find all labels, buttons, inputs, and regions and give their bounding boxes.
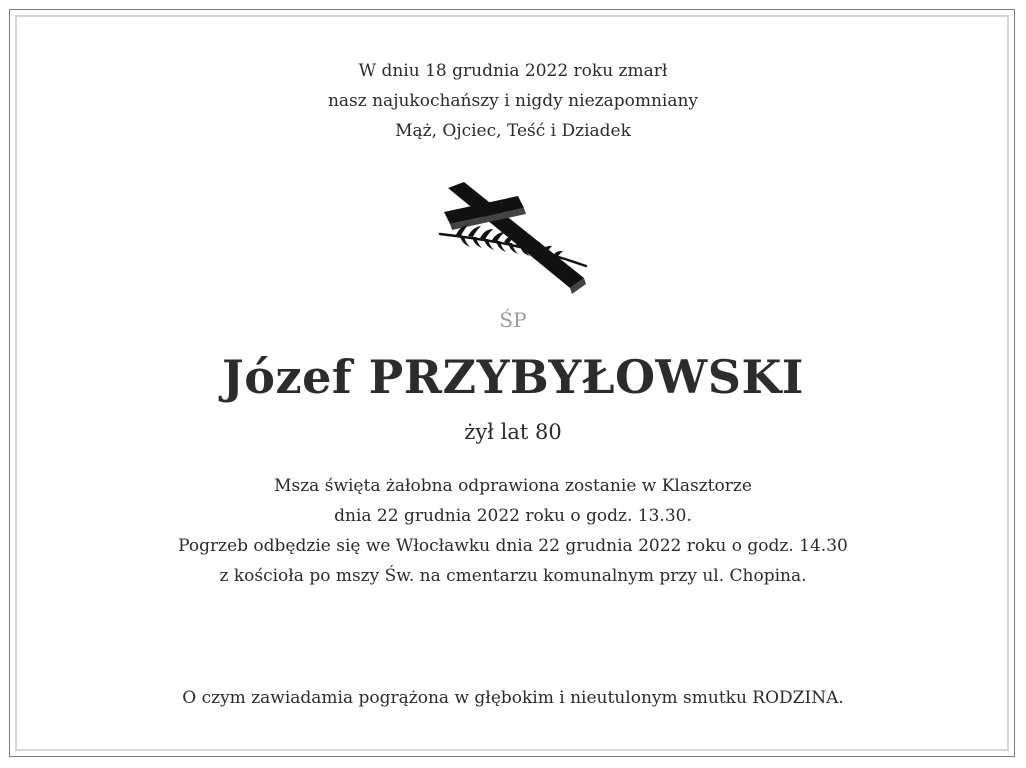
ceremony-line-3: Pogrzeb odbędzie się we Włocławku dnia 22 grudnia 2022 roku o godz. 14.30 bbox=[178, 536, 848, 556]
deceased-name: Józef PRZYBYŁOWSKI bbox=[222, 350, 804, 404]
intro-line-3: Mąż, Ojciec, Teść i Dziadek bbox=[395, 121, 631, 141]
cross-with-palm-branch-icon bbox=[434, 178, 594, 296]
honorific: ŚP bbox=[499, 308, 527, 332]
ceremony-line-1: Msza święta żałobna odprawiona zostanie w Klasztorze bbox=[274, 476, 752, 496]
intro-line-2: nasz najukochańszy i nigdy niezapomniany bbox=[327, 91, 699, 111]
ceremony-line-2: dnia 22 grudnia 2022 roku o godz. 13.30. bbox=[334, 506, 692, 526]
ceremony-line-4: z kościoła po mszy Św. na cmentarzu komunalnym przy ul. Chopina. bbox=[219, 566, 807, 586]
intro-line-1: W dniu 18 grudnia 2022 roku zmarł bbox=[358, 61, 668, 81]
closing-line: O czym zawiadamia pogrążona w głębokim i nieutulonym smutku RODZINA. bbox=[182, 688, 844, 708]
age-text: żył lat 80 bbox=[464, 420, 562, 444]
